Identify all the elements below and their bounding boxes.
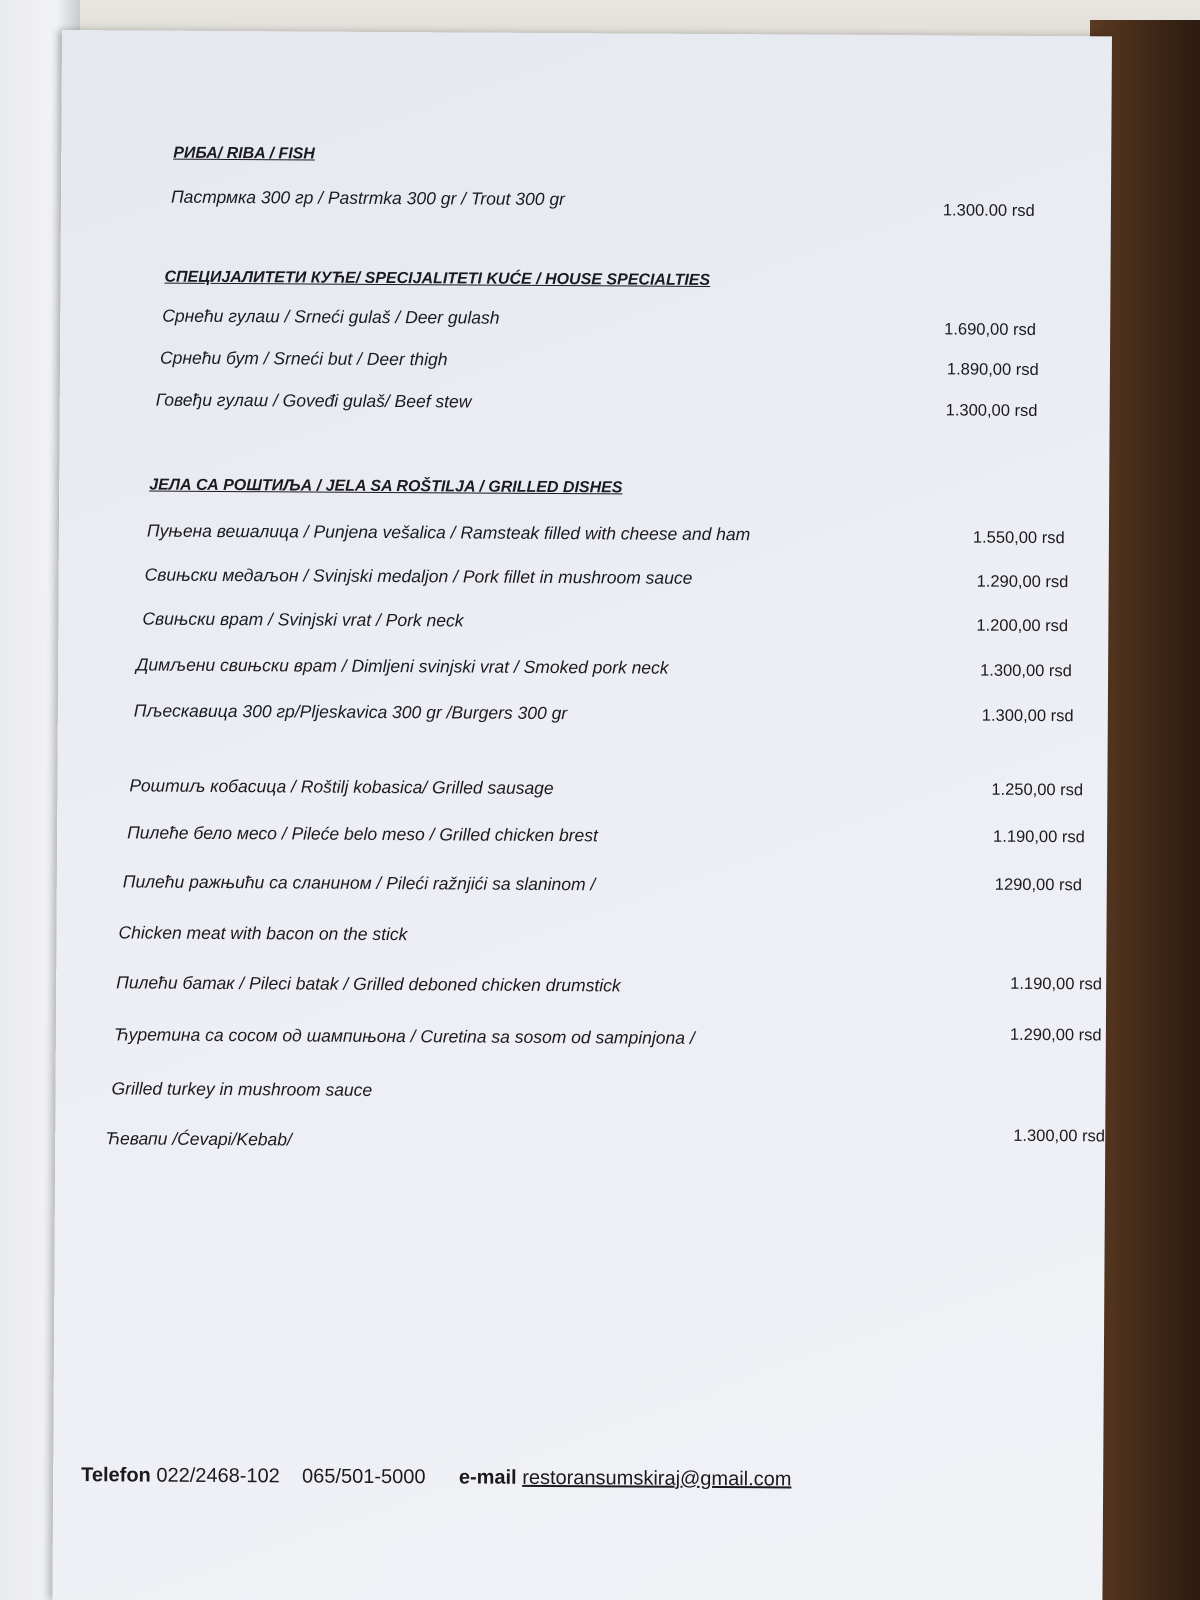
phone-number-landline: 022/2468-102 bbox=[156, 1464, 280, 1488]
menu-price-smoked-pork-neck: 1.300,00 rsd bbox=[980, 661, 1072, 681]
menu-item-deer-gulash: Срнећи гулаш / Srneći gulaš / Deer gulash bbox=[162, 305, 500, 328]
menu-price-beef-stew: 1.300,00 rsd bbox=[945, 401, 1038, 420]
menu-price-grilled-sausage: 1.250,00 rsd bbox=[991, 780, 1084, 800]
menu-item-smoked-pork-neck: Димљени свињски врат / Dimljeni svinjski vrat / Smoked pork neck bbox=[136, 654, 669, 678]
menu-price-cevapi: 1.300,00 rsd bbox=[1013, 1126, 1106, 1146]
menu-page bbox=[52, 30, 1112, 1600]
menu-price-trout: 1.300.00 rsd bbox=[942, 201, 1035, 220]
menu-item-turkey-english: Grilled turkey in mushroom sauce bbox=[111, 1078, 373, 1100]
email-label: e-mail bbox=[458, 1466, 517, 1489]
menu-price-chicken-skewers: 1290,00 rsd bbox=[994, 875, 1083, 895]
menu-item-grilled-sausage: Роштиљ кобасица / Roštilj kobasica/ Grilled sausage bbox=[129, 775, 554, 799]
menu-item-chicken-drumstick: Пилећи батак / Pileci batak / Grilled deboned chicken drumstick bbox=[116, 972, 621, 996]
menu-item-turkey: Ћуретина са сосом од шампињона / Curetina sa sosom od sampinjona / bbox=[113, 1024, 695, 1048]
menu-price-pork-neck: 1.200,00 rsd bbox=[976, 616, 1069, 636]
menu-item-chicken-skewers: Пилећи ражњићи са сланином / Pileći ražnjići sa slaninom / bbox=[122, 871, 596, 895]
menu-item-beef-stew: Говеђи гулаш / Goveđi gulaš/ Beef stew bbox=[155, 389, 472, 412]
menu-price-burgers: 1.300,00 rsd bbox=[981, 706, 1074, 726]
phone-label: Telefon bbox=[81, 1464, 151, 1487]
menu-item-pork-fillet: Свињски медаљон / Svinjski medaljon / Pork fillet in mushroom sauce bbox=[144, 564, 693, 588]
menu-item-chicken-skewers-english: Chicken meat with bacon on the stick bbox=[118, 922, 408, 945]
email-address: restoransumskiraj@gmail.com bbox=[522, 1466, 792, 1491]
menu-price-chicken-breast: 1.190,00 rsd bbox=[993, 827, 1085, 847]
menu-item-cevapi: Ћевапи /Ćevapi/Kebab/ bbox=[105, 1128, 292, 1150]
menu-item-deer-thigh: Срнећи бут / Srneći but / Deer thigh bbox=[159, 347, 448, 370]
menu-price-deer-gulash: 1.690,00 rsd bbox=[944, 320, 1036, 339]
menu-item-burgers: Пљескавица 300 гр/Pljeskavica 300 gr /Burgers 300 gr bbox=[133, 700, 568, 724]
contact-footer bbox=[81, 1464, 791, 1491]
menu-price-pork-fillet: 1.290,00 rsd bbox=[976, 572, 1069, 592]
menu-price-deer-thigh: 1.890,00 rsd bbox=[946, 360, 1039, 379]
menu-price-turkey: 1.290,00 rsd bbox=[1009, 1025, 1102, 1045]
menu-item-trout: Пастрмка 300 гр / Pastrmka 300 gr / Trout 300 gr bbox=[170, 186, 565, 210]
phone-number-mobile: 065/501-5000 bbox=[301, 1465, 426, 1489]
menu-item-chicken-breast: Пилеће бело месо / Pileće belo meso / Grilled chicken brest bbox=[127, 822, 598, 846]
section-heading-grilled-dishes: ЈЕЛА СА РОШТИЉА / JELA SA ROŠTILJA / GRILLED DISHES bbox=[149, 476, 623, 497]
section-heading-fish: РИБА/ RIBA / FISH bbox=[173, 144, 315, 163]
menu-item-pork-neck: Свињски врат / Svinjski vrat / Pork neck bbox=[142, 608, 464, 631]
menu-item-ramsteak: Пуњена вешалица / Punjena vešalica / Ramsteak filled with cheese and ham bbox=[146, 520, 751, 545]
menu-price-ramsteak: 1.550,00 rsd bbox=[972, 528, 1065, 548]
menu-price-chicken-drumstick: 1.190,00 rsd bbox=[1010, 974, 1102, 994]
section-heading-house-specialties: СПЕЦИЈАЛИТЕТИ КУЋЕ/ SPECIJALITETI KUĆE / HOUSE SPECIALTIES bbox=[164, 268, 711, 289]
